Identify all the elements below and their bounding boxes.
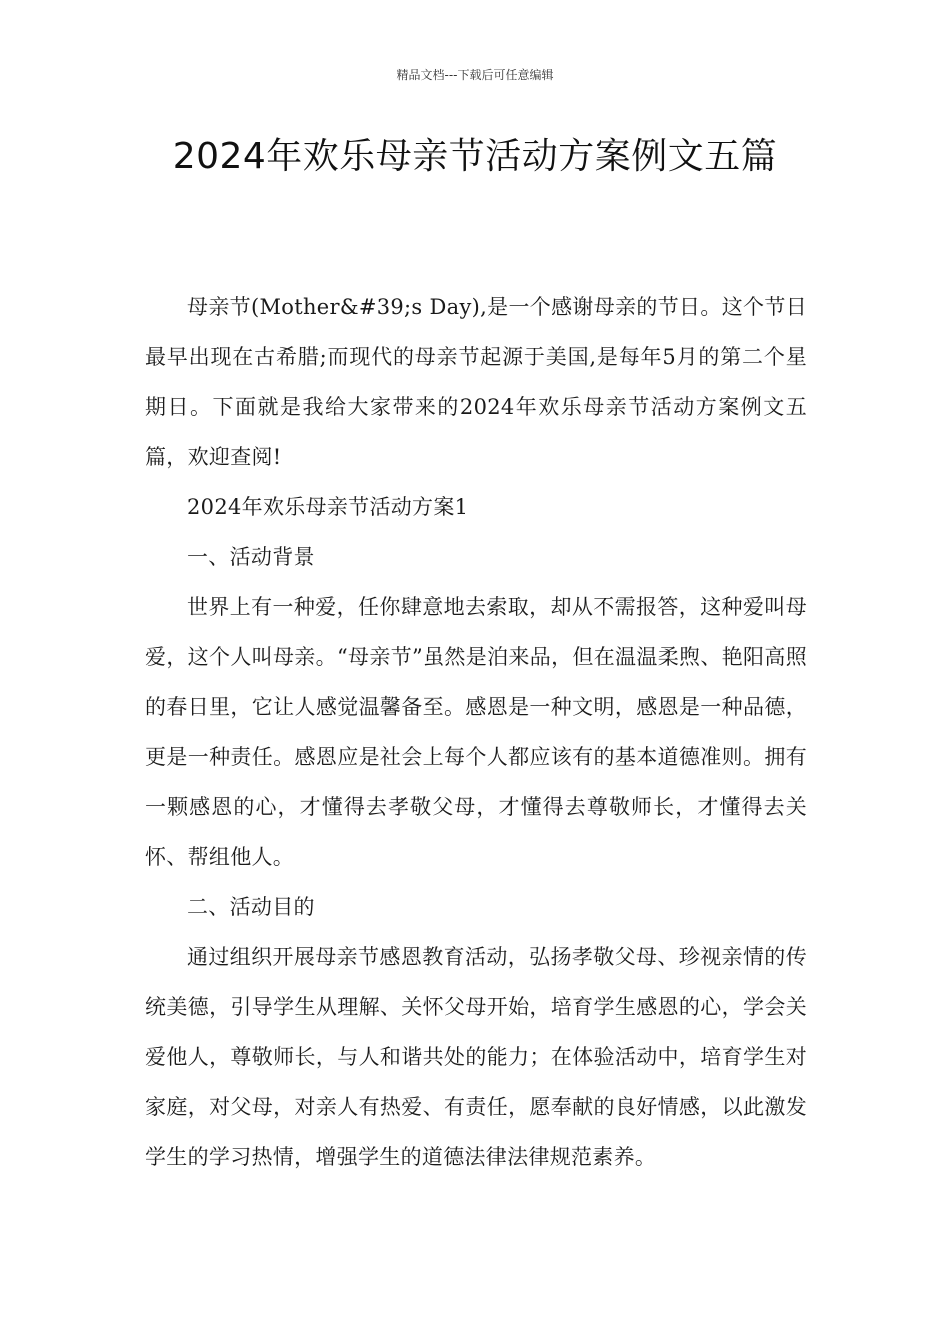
header-note: 精品文档---下载后可任意编辑: [396, 68, 554, 82]
intro-paragraph: 母亲节(Mother&#39;s Day),是一个感谢母亲的节日。这个节日最早出现在古希腊;而现代的母亲节起源于美国,是每年5月的第二个星期日。下面就是我给大家带来的2024年欢乐母亲节活动方案例文五篇，欢迎查阅!: [145, 295, 807, 469]
subheading-purpose: 二、活动目的: [187, 895, 315, 919]
purpose-paragraph: 通过组织开展母亲节感恩教育活动，弘扬孝敬父母、珍视亲情的传统美德，引导学生从理解、关怀父母开始，培育学生感恩的心，学会关爱他人，尊敬师长，与人和谐共处的能力；在体验活动中，培育学生对家庭，对父母，对亲人有热爱、有责任，愿奉献的良好情感，以此激发学生的学习热情，增强学生的道德法律法律规范素养。: [145, 945, 807, 1169]
background-paragraph: 世界上有一种爱，任你肆意地去索取，却从不需报答，这种爱叫母爱，这个人叫母亲。“母亲节”虽然是泊来品，但在温温柔煦、艳阳高照的春日里，它让人感觉温馨备至。感恩是一种文明，感恩是一种品德，更是一种责任。感恩应是社会上每个人都应该有的基本道德准则。拥有一颗感恩的心，才懂得去孝敬父母，才懂得去尊敬师长，才懂得去关怀、帮组他人。: [145, 595, 807, 869]
document-title: 2024年欢乐母亲节活动方案例文五篇: [172, 136, 778, 177]
section-heading-plan-1: 2024年欢乐母亲节活动方案1: [187, 495, 469, 519]
subheading-background: 一、活动背景: [187, 545, 315, 569]
document-body: [145, 282, 807, 1182]
